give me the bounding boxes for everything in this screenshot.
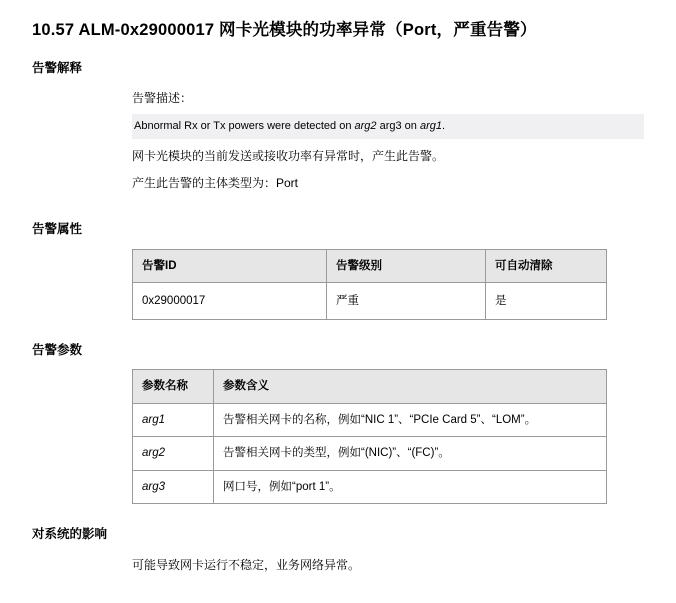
spacer bbox=[32, 199, 644, 221]
alarm-description-code bbox=[132, 114, 644, 140]
spacer bbox=[32, 504, 644, 526]
table-header-row bbox=[133, 249, 607, 282]
table-row bbox=[133, 437, 607, 470]
code-arg-1: arg1 bbox=[419, 119, 442, 132]
impact-body bbox=[132, 554, 644, 577]
table-row bbox=[133, 470, 607, 503]
cell-alarm-severity: 严重 bbox=[327, 282, 486, 319]
cell-param-name: arg2 bbox=[133, 437, 214, 470]
cell-alarm-id: 0x29000017 bbox=[133, 282, 327, 319]
impact-paragraph: 可能导致网卡运行不稳定，业务网络异常。 bbox=[132, 557, 361, 572]
table-row bbox=[133, 282, 607, 319]
section-heading-explanation: 告警解释 bbox=[32, 60, 83, 75]
column-header-alarm-id: 告警ID bbox=[133, 249, 327, 282]
cell-param-meaning: 网口号，例如“port 1”。 bbox=[214, 470, 607, 503]
section-heading-impact: 对系统的影响 bbox=[32, 527, 108, 541]
explanation-body bbox=[132, 87, 644, 195]
explanation-paragraph-2: 产生此告警的主体类型为：Port bbox=[132, 176, 299, 191]
alarm-parameters-table bbox=[132, 369, 607, 504]
table-row bbox=[133, 403, 607, 436]
page-title: 10.57 ALM-0x29000017 网卡光模块的功率异常（Port，严重告警） bbox=[32, 21, 537, 39]
column-header-param-meaning: 参数含义 bbox=[214, 370, 607, 403]
explanation-paragraph-1: 网卡光模块的当前发送或接收功率有异常时，产生此告警。 bbox=[132, 149, 445, 164]
cell-param-meaning: 告警相关网卡的名称，例如“NIC 1”、“PCIe Card 5”、“LOM”。 bbox=[214, 403, 607, 436]
cell-auto-clear: 是 bbox=[486, 282, 607, 319]
code-arg-2: arg2 bbox=[354, 119, 377, 132]
cell-param-name: arg3 bbox=[133, 470, 214, 503]
column-header-alarm-severity: 告警级别 bbox=[327, 249, 486, 282]
spacer bbox=[32, 320, 644, 342]
code-suffix: . bbox=[442, 119, 446, 132]
section-heading-attributes: 告警属性 bbox=[32, 222, 83, 237]
alarm-description-label: 告警描述： bbox=[132, 91, 193, 106]
code-prefix: Abnormal Rx or Tx powers were detected on bbox=[134, 119, 355, 132]
code-mid: arg3 on bbox=[376, 119, 420, 132]
table-header-row bbox=[133, 370, 607, 403]
alarm-attributes-table bbox=[132, 249, 607, 320]
column-header-param-name: 参数名称 bbox=[133, 370, 214, 403]
cell-param-name: arg1 bbox=[133, 403, 214, 436]
cell-param-meaning: 告警相关网卡的类型，例如“(NIC)”、“(FC)”。 bbox=[214, 437, 607, 470]
column-header-auto-clear: 可自动清除 bbox=[486, 249, 607, 282]
section-heading-parameters: 告警参数 bbox=[32, 342, 83, 357]
